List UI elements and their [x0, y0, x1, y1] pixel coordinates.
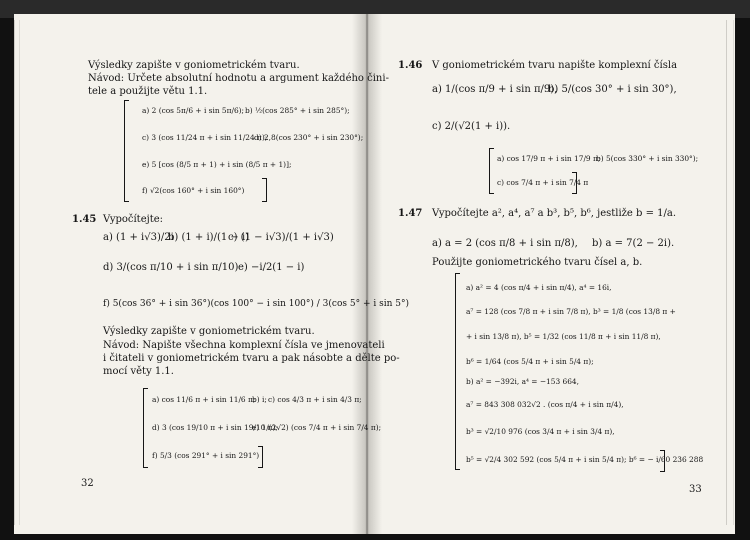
answer-1-47-line-6: a⁷ = 843 308 032√2 . (cos π/4 + i sin π/4), — [466, 400, 624, 409]
result-note-2: Návod: Napište všechna komplexní čísla ve jmenovateli — [103, 340, 385, 351]
intro-line-3: tele a použijte větu 1.1. — [88, 86, 208, 97]
answer-144-a: a) 2 (cos 5π/6 + i sin 5π/6); — [142, 106, 245, 115]
exercise-1-45-a: a) (1 + i√3)/2i — [103, 232, 174, 243]
answer-1-47-bracket-right — [660, 450, 665, 472]
answer-1-45-c: c) cos 4/3 π + i sin 4/3 π; — [268, 395, 362, 404]
answer-1-45-bracket-left — [143, 388, 148, 468]
answer-1-46-bracket-right — [572, 172, 577, 194]
answer-1-47-line-2: a⁷ = 128 (cos 7/8 π + i sin 7/8 π), b³ = 1/8 (cos 13/8 π + — [466, 307, 676, 316]
answer-bracket-left — [124, 100, 129, 202]
answer-1-47-line-8: b⁵ = √2/4 302 592 (cos 5/4 π + i sin 5/4 π); b⁶ = − i/60 236 288 — [466, 455, 704, 464]
answer-bracket-right — [262, 178, 267, 202]
exercise-number-1-45: 1.45 — [72, 214, 97, 225]
answer-1-47-line-3: + i sin 13/8 π), b⁵ = 1/32 (cos 11/8 π + i sin 11/8 π), — [466, 332, 661, 341]
answer-1-47-line-4: b⁶ = 1/64 (cos 5/4 π + i sin 5/4 π); — [466, 357, 594, 366]
answer-144-d: d) 2,8(cos 230° + i sin 230°); — [254, 133, 364, 142]
exercise-1-46-c: c) 2/(√2(1 + i)). — [432, 121, 511, 132]
exercise-1-45-f: f) 5(cos 36° + i sin 36°)(cos 100° − i sin 100°) / 3(cos 5° + i sin 5°) — [103, 299, 409, 309]
answer-1-46-bracket-left — [489, 148, 494, 194]
answer-1-47-bracket-left — [455, 273, 460, 470]
answer-1-46-c: c) cos 7/4 π + i sin 7/4 π — [497, 178, 589, 187]
answer-1-47-line-5: b) a² = −392i, a⁴ = −153 664, — [466, 377, 579, 386]
answer-1-45-d: d) 3 (cos 19/10 π + i sin 19/10 π); — [152, 423, 278, 432]
exercise-1-47-title: Vypočítejte a², a⁴, a⁷ a b³, b⁵, b⁶, jestliže b = 1/a. — [432, 208, 677, 219]
answer-1-45-e: e) 1/(2√2) (cos 7/4 π + i sin 7/4 π); — [252, 423, 382, 432]
answer-1-47-line-7: b³ = √2/10 976 (cos 3/4 π + i sin 3/4 π), — [466, 427, 615, 436]
answer-1-45-bracket-right — [258, 446, 263, 468]
answer-1-45-a: a) cos 11/6 π + i sin 11/6 π; — [152, 395, 256, 404]
exercise-1-45-e: e) −i/2(1 − i) — [238, 262, 305, 273]
intro-line-2: Návod: Určete absolutní hodnotu a argument každého čini- — [88, 73, 389, 84]
answer-144-b: b) ½(cos 285° + i sin 285°); — [245, 106, 350, 115]
answer-1-45-b: b) i; — [252, 395, 267, 404]
page-number-left: 32 — [81, 478, 94, 489]
exercise-1-45-title: Vypočítejte: — [103, 214, 164, 225]
result-note-3: i čitateli v goniometrickém tvaru a pak násobte a dělte po- — [103, 353, 400, 364]
answer-144-f: f) √2(cos 160° + i sin 160°) — [142, 186, 245, 195]
exercise-1-45-d: d) 3/(cos π/10 + i sin π/10) — [103, 262, 239, 273]
result-note-4: mocí věty 1.1. — [103, 366, 174, 377]
exercise-number-1-47: 1.47 — [398, 208, 423, 219]
answer-1-46-a: a) cos 17/9 π + i sin 17/9 π; — [497, 154, 601, 163]
book-gutter — [352, 14, 382, 534]
answer-1-45-f: f) 5/3 (cos 291° + i sin 291°) — [152, 451, 260, 460]
exercise-1-47-given-b: b) a = 7(2 − 2i). — [592, 238, 675, 249]
exercise-1-46-b: b) 5/(cos 30° + i sin 30°), — [548, 84, 677, 95]
left-page-edges — [14, 20, 20, 525]
answer-1-46-b: b) 5(cos 330° + i sin 330°); — [596, 154, 699, 163]
page-number-right: 33 — [689, 484, 702, 495]
answer-1-47-line-1: a) a² = 4 (cos π/4 + i sin π/4), a⁴ = 16i, — [466, 283, 612, 292]
exercise-1-46-a: a) 1/(cos π/9 + i sin π/9), — [432, 84, 558, 95]
exercise-1-45-b: b) (1 + i)/(1 − i) — [168, 232, 250, 243]
exercise-1-45-c: c) (1 − i√3)/(1 + i√3) — [228, 232, 334, 243]
result-note-1: Výsledky zapište v goniometrickém tvaru. — [103, 326, 315, 337]
exercise-1-47-hint: Použijte goniometrického tvaru čísel a, b. — [432, 257, 643, 268]
exercise-1-46-title: V goniometrickém tvaru napište komplexní čísla — [432, 60, 678, 71]
answer-144-c: c) 3 (cos 11/24 π + i sin 11/24 π); — [142, 133, 268, 142]
right-page-edges — [726, 20, 734, 525]
answer-144-e: e) 5 [cos (8/5 π + 1) + i sin (8/5 π + 1)]; — [142, 160, 292, 169]
intro-line-1: Výsledky zapište v goniometrickém tvaru. — [88, 60, 300, 71]
exercise-number-1-46: 1.46 — [398, 60, 423, 71]
exercise-1-47-given-a: a) a = 2 (cos π/8 + i sin π/8), — [432, 238, 578, 249]
